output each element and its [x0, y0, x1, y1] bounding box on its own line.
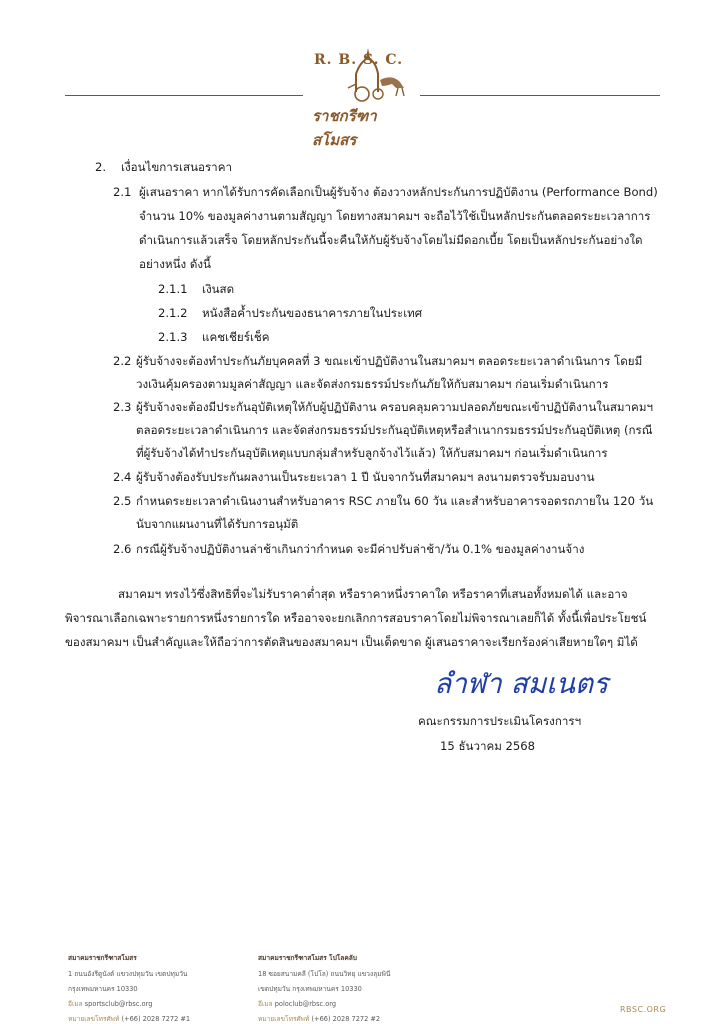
footer-phone-row [258, 1013, 390, 1024]
subitem-text: หนังสือค้ำประกันของธนาคารภายในประเทศ [202, 306, 423, 320]
header-rule-left [65, 95, 303, 96]
email-link[interactable]: poloclub@rbsc.org [274, 1000, 337, 1008]
footer-email-row [258, 998, 390, 1009]
item-line: จำนวน 10% ของมูลค่างานตามสัญญา โดยทางสมาคมฯ จะถือไว้ใช้เป็นหลักประกันตลอดระยะเวลาการ [139, 209, 651, 223]
closing-line: ของสมาคมฯ เป็นสำคัญและให้ถือว่าการตัดสินของสมาคมฯ เป็นเด็ดขาด ผู้เสนอราคาจะเรียกร้องค่าเสียหายใดๆ มิได้ [65, 635, 638, 649]
item-line: ผู้เสนอราคา หากได้รับการคัดเลือกเป็นผู้รับจ้าง ต้องวางหลักประกันการปฏิบัติงาน (Performance Bond) [139, 185, 658, 199]
item-line: ตลอดระยะเวลาดำเนินการ และจัดส่งกรมธรรม์ประกันอุบัติเหตุหรือสำเนากรมธรรม์ประกันอุบัติเหตุ (กรณี [136, 423, 653, 437]
item-line: กำหนดระยะเวลาดำเนินงานสำหรับอาคาร RSC ภายใน 60 วัน และสำหรับอาคารจอดรถภายใน 120 วัน [136, 494, 654, 508]
footer-phone-row [68, 1013, 190, 1024]
subitem-text: เงินสด [202, 282, 235, 296]
footer-title: สมาคมราชกรีฑาสโมสร [68, 954, 137, 962]
item-line: ผู้รับจ้างจะต้องทำประกันภัยบุคคลที่ 3 ขณะเข้าปฏิบัติงานในสมาคมฯ ตลอดระยะเวลาดำเนินการ โดยมี [136, 354, 643, 368]
phone-number: (+66) 2028 7272 #1 [121, 1015, 191, 1023]
phone-label: หมายเลขโทรศัพท์ [258, 1015, 310, 1023]
signature-date: 15 ธันวาคม 2568 [440, 739, 536, 753]
handwritten-signature: ลำฬา สมเนตร [434, 667, 609, 700]
item-line: กรณีผู้รับจ้างปฏิบัติงานล่าช้าเกินกว่ากำหนด จะมีค่าปรับล่าช้า/วัน 0.1% ของมูลค่างานจ้าง [136, 542, 585, 556]
footer-address: เขตปทุมวัน กรุงเทพมหานคร 10330 [258, 985, 362, 993]
section-number: 2. [95, 160, 107, 174]
phone-number: (+66) 2028 7272 #2 [311, 1015, 381, 1023]
subitem-text: แคชเชียร์เช็ค [202, 330, 270, 344]
item-line: อย่างหนึ่ง ดังนี้ [139, 257, 211, 271]
item-line: ดำเนินการแล้วเสร็จ โดยหลักประกันนี้จะคืนให้กับผู้รับจ้างโดยไม่มีดอกเบี้ย โดยเป็นหลักประกันอย่างใด [139, 233, 643, 247]
footer-title: สมาคมราชกรีฑาสโมสร โปโลคลับ [258, 954, 357, 962]
closing-line: พิจารณาเลือกเฉพาะรายการหนึ่งรายการใด หรืออาจจะยกเลิกการสอบราคาโดยไม่พิจารณาเลยก็ได้ ทั้งนี้เพื่อประโยชน์ [65, 611, 647, 625]
subitem-number: 2.1.3 [158, 330, 188, 344]
item-line: นับจากแผนงานที่ได้รับการอนุมัติ [136, 517, 299, 531]
footer-right [258, 952, 390, 1024]
email-link[interactable]: sportsclub@rbsc.org [84, 1000, 153, 1008]
item-line: ผู้รับจ้างจะต้องมีประกันอุบัติเหตุให้กับผู้ปฏิบัติงาน ครอบคลุมความปลอดภัยขณะเข้าปฏิบัติงานในสมาคมฯ [136, 400, 653, 414]
footer-address: 18 ซอยสนามคลี (โปโล) ถนนวิทยุ แขวงลุมพินี [258, 970, 391, 978]
item-number: 2.2 [113, 354, 132, 368]
footer-email-row [68, 998, 190, 1009]
item-number: 2.3 [113, 400, 132, 414]
item-number: 2.4 [113, 470, 132, 484]
header-rule-right [420, 95, 660, 96]
footer-left [68, 952, 190, 1024]
website-link[interactable]: RBSC.ORG [620, 1005, 667, 1014]
item-number: 2.1 [113, 185, 132, 199]
phone-label: หมายเลขโทรศัพท์ [68, 1015, 120, 1023]
footer-address: 1 ถนนอังรีดูนังต์ แขวงปทุมวัน เขตปทุมวัน [68, 970, 188, 978]
logo-name: ราชกรีฑาสโมสร [312, 107, 377, 149]
closing-line: สมาคมฯ ทรงไว้ซึ่งสิทธิที่จะไม่รับราคาต่ำสุด หรือราคาหนึ่งราคาใด หรือราคาที่เสนอทั้งหมดได้ และอาจ [118, 587, 628, 601]
item-number: 2.6 [113, 542, 132, 556]
section-title: เงื่อนไขการเสนอราคา [121, 160, 232, 174]
item-line: ที่ผู้รับจ้างได้ทำประกันอุบัติเหตุแบบกลุ่มสำหรับลูกจ้างไว้แล้ว) ให้กับสมาคมฯ ก่อนเริ่มดำเนินการ [136, 446, 608, 460]
item-line: ผู้รับจ้างต้องรับประกันผลงานเป็นระยะเวลา 1 ปี นับจากวันที่สมาคมฯ ลงนามตรวจรับมอบงาน [136, 470, 595, 484]
footer-address: กรุงเทพมหานคร 10330 [68, 985, 138, 993]
subitem-number: 2.1.2 [158, 306, 188, 320]
email-label: อีเมล [258, 1000, 273, 1008]
logo [308, 44, 418, 149]
email-label: อีเมล [68, 1000, 83, 1008]
committee-name: คณะกรรมการประเมินโครงการฯ [418, 714, 582, 728]
logo-initials: R. B. S. C. [314, 52, 404, 68]
item-line: วงเงินคุ้มครองตามมูลค่าสัญญา และจัดส่งกรมธรรม์ประกันภัยให้กับสมาคมฯ ก่อนเริ่มดำเนินการ [136, 377, 609, 391]
subitem-number: 2.1.1 [158, 282, 188, 296]
item-number: 2.5 [113, 494, 132, 508]
